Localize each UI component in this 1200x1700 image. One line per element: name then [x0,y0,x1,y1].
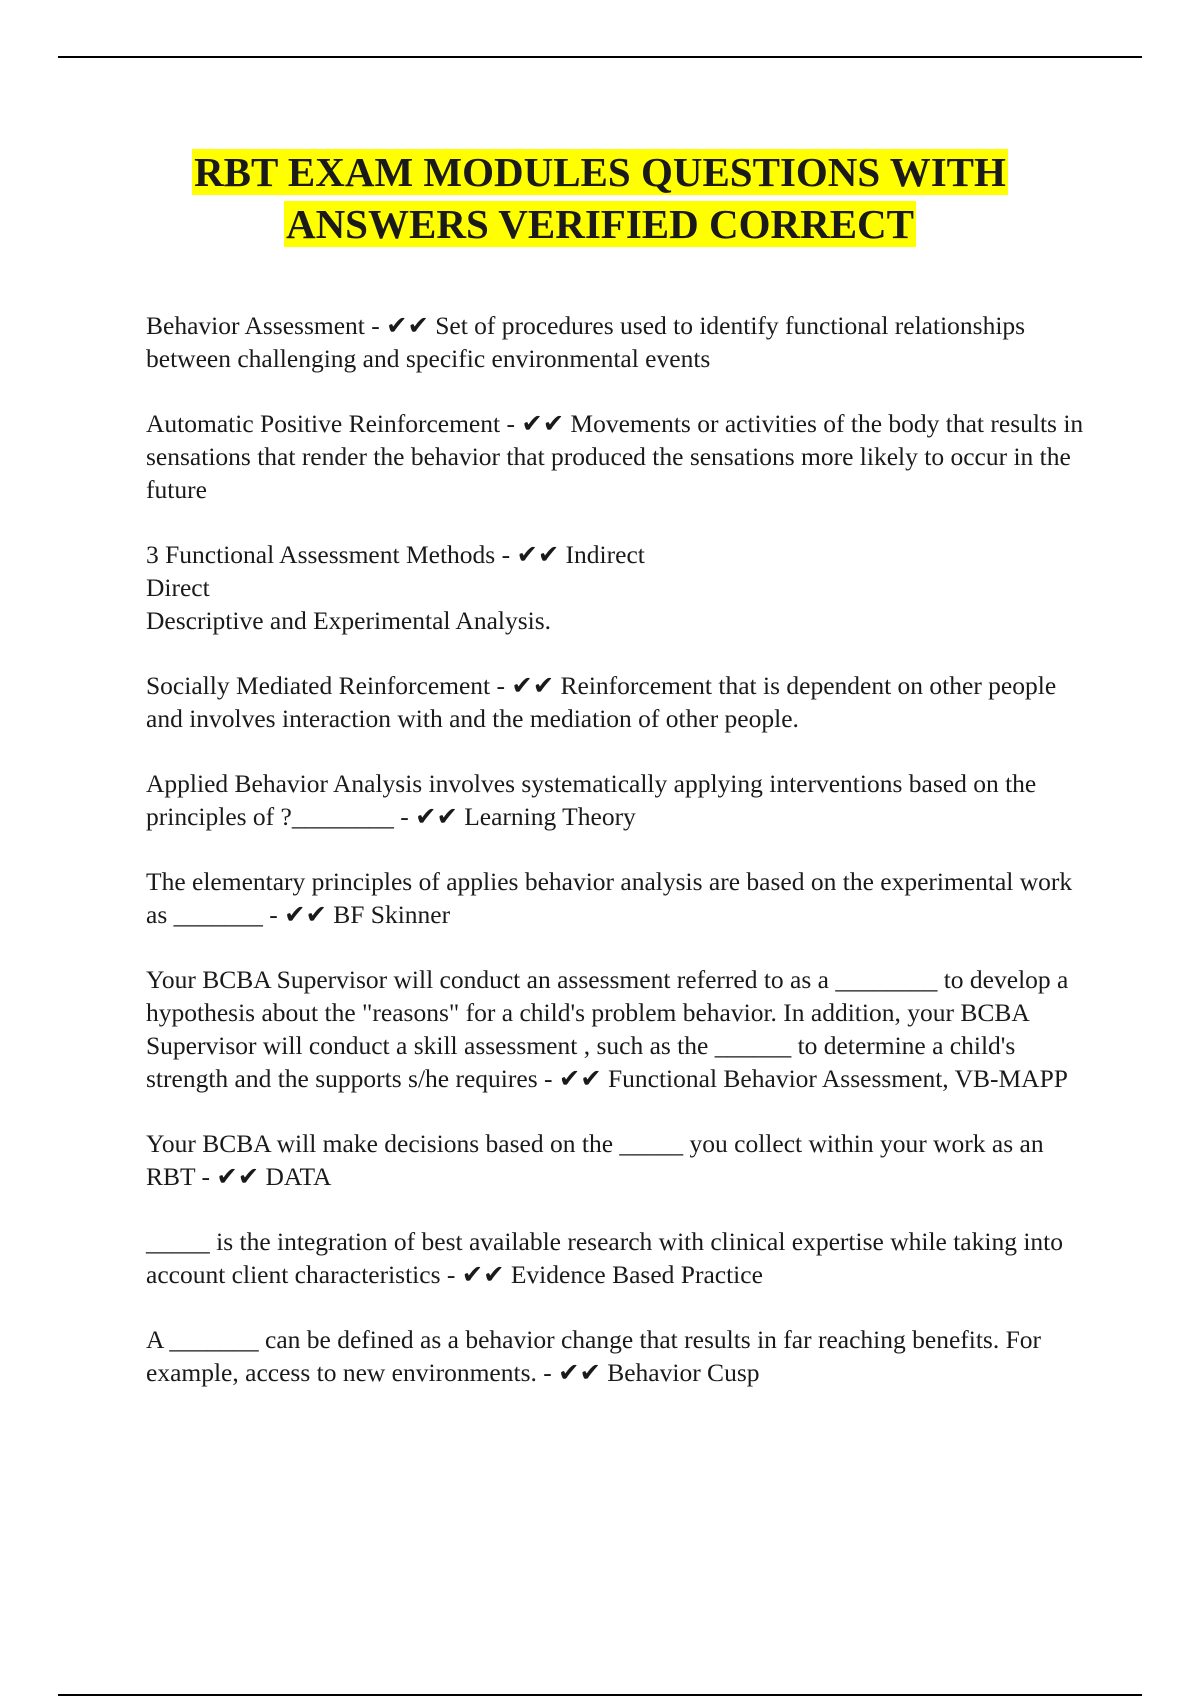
header-rule [58,56,1142,58]
title-line-1: RBT EXAM MODULES QUESTIONS WITH [194,149,1006,195]
qa-entry: The elementary principles of applies behavior analysis are based on the experimental work as _______ - ✔✔ BF Skinner [146,867,1073,929]
qa-entry: Automatic Positive Reinforcement - ✔✔ Movements or activities of the body that results in sensations that render the behavior that produced the sensations more likely to occur in the future [146,409,1084,504]
page-title [0,146,1200,250]
qa-entry: Behavior Assessment - ✔✔ Set of procedures used to identify functional relationships between challenging and specific environmental events [146,311,1026,373]
qa-entry: Your BCBA Supervisor will conduct an assessment referred to as a ________ to develop a hypothesis about the "reasons" for a child's problem behavior. In addition, your BCBA Supervisor will conduct a skill assessment , such as the ______ to determine a child's strength and the supports s/he requires - ✔✔ Functional Behavior Assessment, VB-MAPP [146,965,1069,1093]
footer-rule [58,1694,1142,1696]
qa-entry: Your BCBA will make decisions based on the _____ you collect within your work as an RBT - ✔✔ DATA [146,1129,1044,1191]
qa-entry: 3 Functional Assessment Methods - ✔✔ Indirect Direct Descriptive and Experimental Analysis. [146,540,645,635]
qa-list [146,309,1086,1421]
title-line-2: ANSWERS VERIFIED CORRECT [285,201,915,247]
qa-entry: A _______ can be defined as a behavior change that results in far reaching benefits. For example, access to new environments. - ✔✔ Behavior Cusp [146,1325,1042,1387]
qa-entry: Applied Behavior Analysis involves systematically applying interventions based on the principles of ?________ - ✔✔ Learning Theory [146,769,1037,831]
qa-entry: Socially Mediated Reinforcement - ✔✔ Reinforcement that is dependent on other people and involves interaction with and the mediation of other people. [146,671,1057,733]
qa-entry: _____ is the integration of best available research with clinical expertise while taking into account client characteristics - ✔✔ Evidence Based Practice [146,1227,1064,1289]
